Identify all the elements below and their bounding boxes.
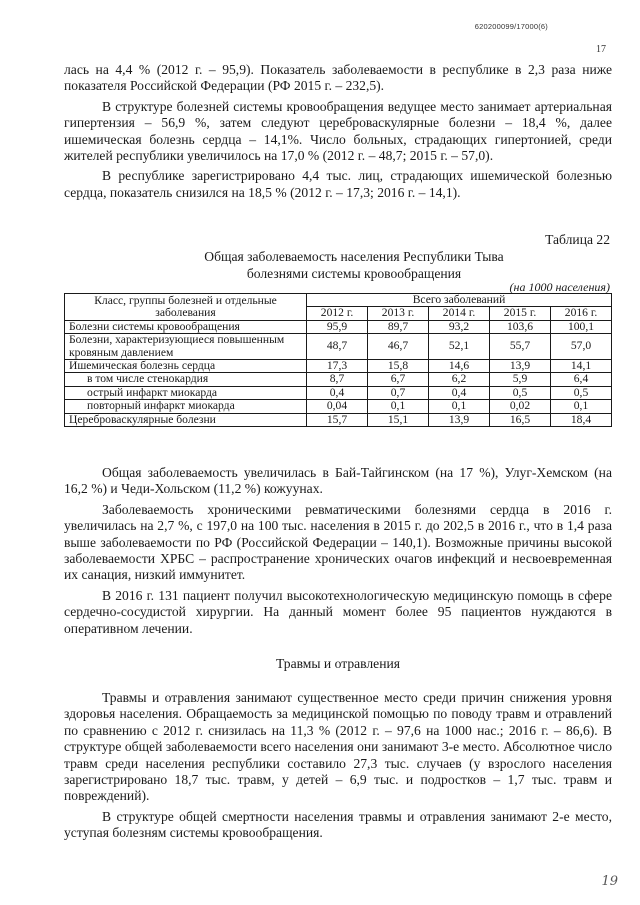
table-cell: 13,9 [429,413,490,426]
table-cell: 14,6 [429,360,490,373]
table-row [65,386,612,399]
table-cell: 0,02 [490,400,551,413]
paragraph: Заболеваемость хроническими ревматическими болезнями сердца в 2016 г. увеличилась на 2,7 %, с 197,0 на 100 тыс. населения в 2015 г. до 202,5 в 2016 г., что в 1,4 раза выше заболеваемости по РФ (Российской Федерации – 140,1). Возможные причины высокой заболеваемости ХРБС – распространение хронических очагов инфекций и несвоевременная их санация, низкий иммунитет. [64,501,612,583]
intro-text-block [64,62,612,205]
table-title-line: болезнями системы кровообращения [246,266,462,281]
table-cell: 0,1 [429,400,490,413]
morbidity-table [64,293,612,427]
injuries-text-block [64,690,612,846]
paragraph: В 2016 г. 131 пациент получил высокотехнологическую медицинскую помощь в сфере сердечно-сосудистой хирургии. На данный момент более 95 пациентов нуждаются в оперативном лечении. [64,587,612,636]
table-row [65,373,612,386]
handwritten-page-mark: 19 [601,874,618,889]
table-cell: 16,5 [490,413,551,426]
table-row [65,360,612,373]
section-heading: Травмы и отравления [275,656,401,671]
row-label: повторный инфаркт миокарда [65,400,307,413]
table-cell: 6,2 [429,373,490,386]
table-cell: 15,7 [307,413,368,426]
row-label: Болезни, характеризующиеся повышенным кровяным давлением [65,334,307,360]
year-header: 2015 г. [490,307,551,320]
paragraph: лась на 4,4 % (2012 г. – 95,9). Показатель заболеваемости в республике в 2,3 раза ниже показателя Российской Федерации (РФ 2015 г. – 232,5). [64,62,612,94]
paragraph: В республике зарегистрировано 4,4 тыс. лиц, страдающих ишемической болезнью сердца, показатель снизился на 18,5 % (2012 г. – 17,3; 2016 г. – 14,1). [64,168,612,200]
page-number: 17 [596,44,606,55]
row-label: Болезни системы кровообращения [65,320,307,333]
cardio-text-block [64,465,612,641]
table-cell: 103,6 [490,320,551,333]
year-header: 2014 г. [429,307,490,320]
table-label: Таблица 22 [545,232,610,247]
row-label: Цереброваскулярные болезни [65,413,307,426]
row-label: острый инфаркт миокарда [65,386,307,399]
total-column-header: Всего заболеваний [307,294,612,307]
table-row [65,334,612,360]
paragraph: В структуре общей смертности населения травмы и отравления занимают 2-е место, уступая болезням системы кровообращения. [64,808,612,841]
table-cell: 52,1 [429,334,490,360]
document-id: 620200099/17000(6) [474,22,548,31]
year-header: 2016 г. [551,307,612,320]
table-cell: 0,1 [551,400,612,413]
table-cell: 0,4 [429,386,490,399]
table-title-line: Общая заболеваемость населения Республики Тыва [204,249,504,264]
year-header: 2012 г. [307,307,368,320]
table-cell: 55,7 [490,334,551,360]
table-cell: 0,5 [551,386,612,399]
table-cell: 0,4 [307,386,368,399]
table-row [65,320,612,333]
table-cell: 0,04 [307,400,368,413]
table-cell: 0,7 [368,386,429,399]
table-title [64,248,640,282]
table-cell: 15,8 [368,360,429,373]
table-row [65,400,612,413]
class-column-header: Класс, группы болезней и отдельные заболевания [65,294,307,321]
table-cell: 14,1 [551,360,612,373]
paragraph: В структуре болезней системы кровообращения ведущее место занимает артериальная гипертензия – 56,9 %, затем следуют цереброваскулярные болезни – 18,4 %, далее ишемическая болезнь сердца – 14,1%. Число больных, страдающих гипертонией, среди жителей республики увеличилось на 17,0 % (2012 г. – 48,7; 2015 г. – 57,0). [64,98,612,164]
table-cell: 0,1 [368,400,429,413]
table-cell: 18,4 [551,413,612,426]
paragraph: Травмы и отравления занимают существенное место среди причин снижения уровня здоровья населения. Обращаемость за медицинской помощью по поводу травм и отравлений по сравнению с 2012 г. снизилась на 11,3 % (2012 г. – 97,6 на 1000 нас.; 2016 г. – 86,6). В структуре общей заболеваемости всего населения они занимают 3-е место. Абсолютное число травм среди населения республики составило 27,3 тыс. случаев (у взрослого населения зарегистрировано 18,7 тыс. травм, у детей – 6,9 тыс. и подростков – 1,7 тыс. травм и повреждений). [64,690,612,804]
table-cell: 8,7 [307,373,368,386]
table-cell: 89,7 [368,320,429,333]
row-label: Ишемическая болезнь сердца [65,360,307,373]
table-cell: 0,5 [490,386,551,399]
table-cell: 48,7 [307,334,368,360]
table-cell: 17,3 [307,360,368,373]
table-cell: 15,1 [368,413,429,426]
table-row [65,413,612,426]
table-cell: 46,7 [368,334,429,360]
table-header-row [65,294,612,307]
table-cell: 100,1 [551,320,612,333]
table-cell: 95,9 [307,320,368,333]
row-label: в том числе стенокардия [65,373,307,386]
table-unit: (на 1000 населения) [509,280,610,294]
table-cell: 6,4 [551,373,612,386]
table-cell: 13,9 [490,360,551,373]
table-cell: 57,0 [551,334,612,360]
table-cell: 6,7 [368,373,429,386]
paragraph: Общая заболеваемость увеличилась в Бай-Тайгинском (на 17 %), Улуг-Хемском (на 16,2 %) и Чеди-Хольском (11,2 %) кожуунах. [64,465,612,497]
table-cell: 93,2 [429,320,490,333]
table-cell: 5,9 [490,373,551,386]
year-header: 2013 г. [368,307,429,320]
